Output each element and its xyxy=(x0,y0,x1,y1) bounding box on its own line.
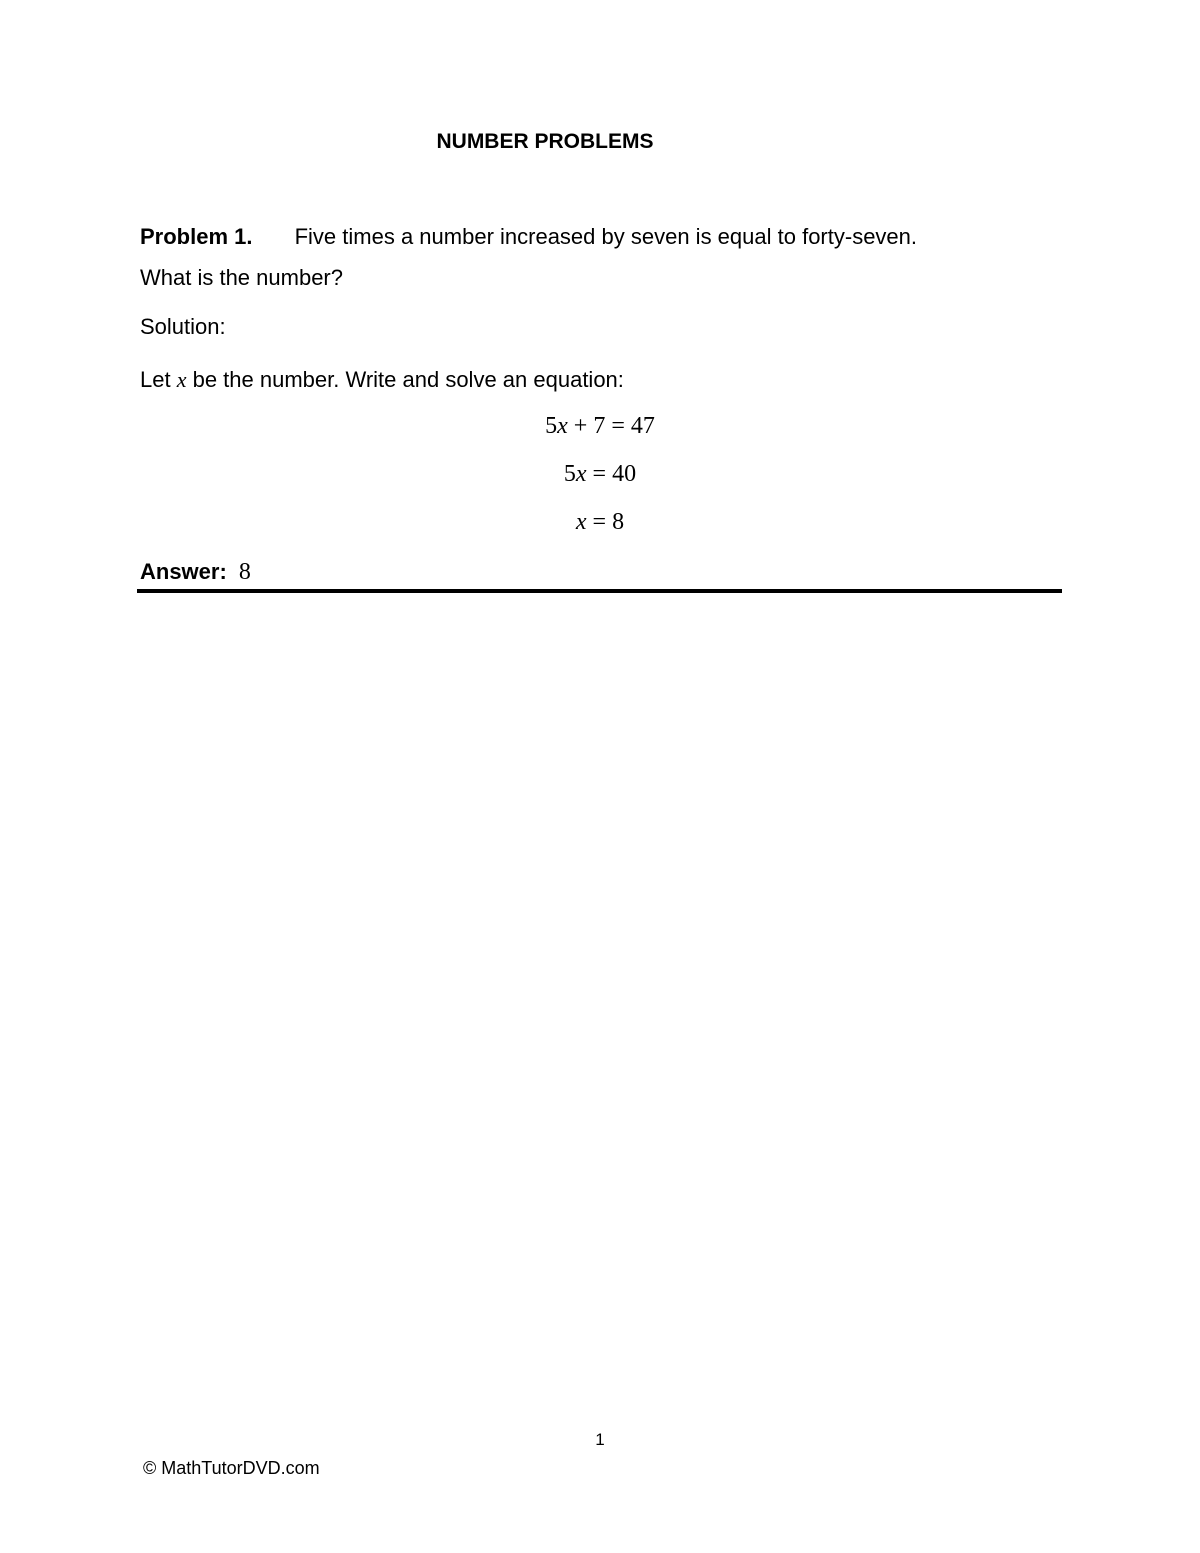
answer-label: Answer: xyxy=(140,559,227,584)
equation-3: x = 8 xyxy=(575,509,625,535)
variable: x xyxy=(176,367,187,392)
page-title: NUMBER PROBLEMS xyxy=(436,130,654,153)
problem-label: Problem 1. xyxy=(140,224,253,249)
solution-label: Solution: xyxy=(140,314,226,339)
solution-intro xyxy=(140,367,624,393)
intro-text: Let xyxy=(140,367,177,392)
page-number: 1 xyxy=(595,1430,605,1449)
problem-text: Five times a number increased by seven is equal to forty-seven. xyxy=(294,224,918,249)
problem-statement xyxy=(140,224,917,250)
divider xyxy=(137,589,1062,593)
answer xyxy=(140,559,251,586)
answer-value: 8 xyxy=(238,559,251,585)
equation-1: 5x + 7 = 47 xyxy=(545,413,655,439)
copyright-footer: © MathTutorDVD.com xyxy=(143,1458,320,1478)
equation-2: 5x = 40 xyxy=(563,461,637,487)
intro-text: be the number. Write and solve an equation: xyxy=(186,367,624,392)
problem-question: What is the number? xyxy=(140,265,343,290)
